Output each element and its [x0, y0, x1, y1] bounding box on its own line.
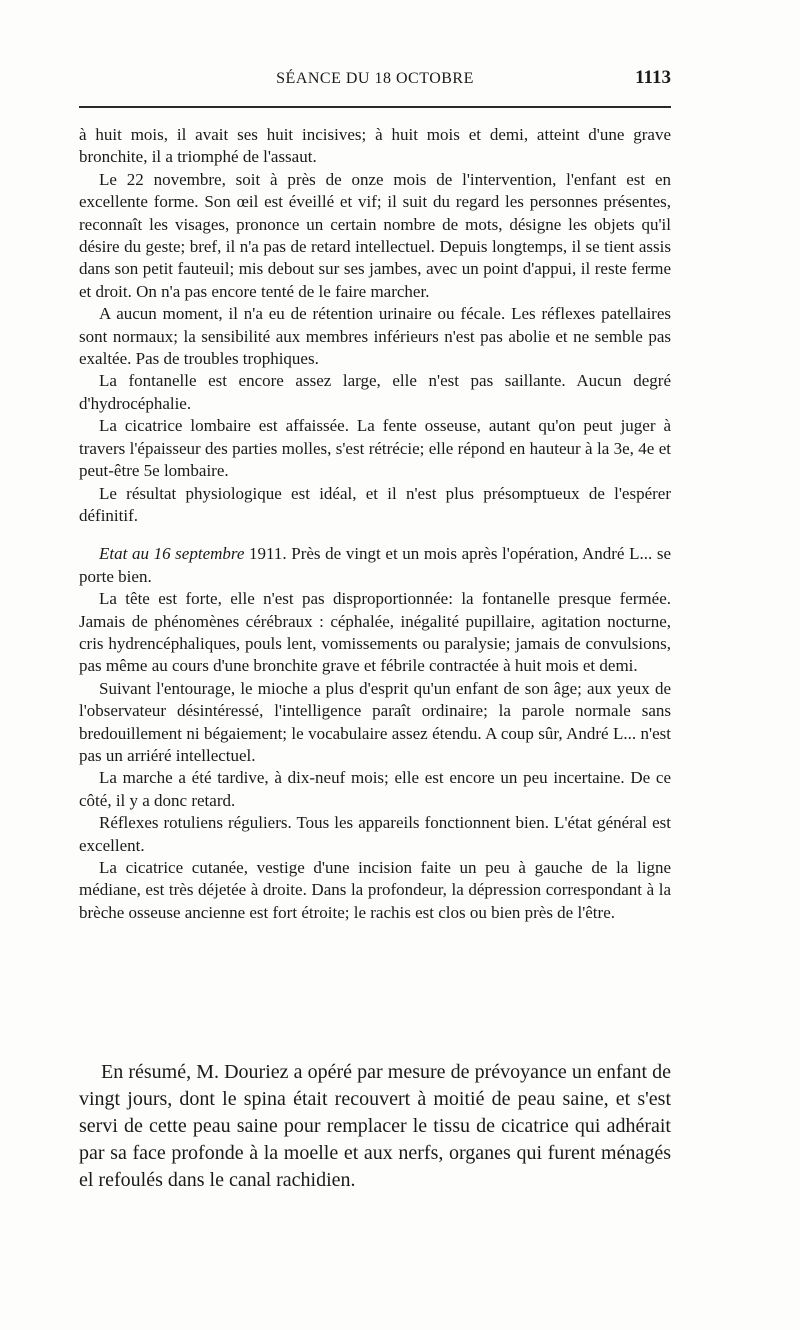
etat-rest: 1911. Près de vingt et un mois après l'opération, André L... se porte bien. [79, 544, 671, 586]
paragraph: Le 22 novembre, soit à près de onze mois de l'intervention, l'enfant est en excellente forme. Son œil est éveillé et vif; il suit du regard les personnes présentes, reconnaît les visages, prononce un certain nombre de mots, désigne les objets qu'il désire du geste; bref, il n'a pas de retard intellectuel. Depuis longtemps, il se tient assis dans son petit fauteuil; mis debout sur ses jambes, avec un point d'appui, il reste ferme et droit. On n'a pas encore tenté de le faire marcher. [79, 169, 671, 301]
paragraph: Réflexes rotuliens réguliers. Tous les appareils fonctionnent bien. L'état général est excellent. [79, 813, 671, 855]
paragraph: Le résultat physiologique est idéal, et il n'est plus présomptueux de l'espérer définitif. [79, 483, 671, 525]
running-head [79, 66, 671, 92]
paragraph: La marche a été tardive, à dix-neuf mois; elle est encore un peu incertaine. De ce côté, il y a donc retard. [79, 768, 671, 810]
summary-paragraph: En résumé, M. Douriez a opéré par mesure de prévoyance un enfant de vingt jours, dont le spina était recouvert à moitié de peau saine, et s'est servi de cette peau saine pour remplacer le tissu de cicatrice qui adhérait par sa face profonde à la moelle et aux nerfs, organes qui furent ménagés el refoulés dans le canal rachidien. [79, 1061, 671, 1191]
etat-lead: Etat au 16 septembre [99, 544, 245, 564]
paragraph: La cicatrice lombaire est affaissée. La fente osseuse, autant qu'on peut juger à travers l'épaisseur des parties molles, s'est rétrécie; elle répond en hauteur à la 3e, 4e et peut-être 5e lombaire. [79, 416, 671, 481]
summary-block [79, 1059, 671, 1194]
page-number: 1113 [635, 67, 671, 88]
paragraph: Suivant l'entourage, le mioche a plus d'esprit qu'un enfant de son âge; aux yeux de l'observateur désintéressé, l'intelligence paraît ordinaire; la parole normale sans bredouillement ni bégaiement; le vocabulaire assez étendu. A coup sûr, André L... n'est pas un arriéré intellectuel. [79, 678, 671, 765]
paragraph: La cicatrice cutanée, vestige d'une incision faite un peu à gauche de la ligne médiane, est très déjetée à droite. Dans la profondeur, la dépression correspondant à la brèche osseuse ancienne est fort étroite; le rachis est clos ou bien près de l'être. [79, 858, 671, 922]
paragraph: La tête est forte, elle n'est pas disproportionnée: la fontanelle presque fermée. Jamais de phénomènes cérébraux : céphalée, inégalité pupillaire, agitation nocturne, cris hydrencéphaliques, pouls lent, vomissements ou paralysie; jamais de convulsions, pas même au cours d'une bronchite grave et fébrile contractée à huit mois et demi. [79, 589, 671, 676]
paragraph: à huit mois, il avait ses huit incisives; à huit mois et demi, atteint d'une grave bronchite, il a triomphé de l'assaut. [79, 125, 671, 167]
paragraph: A aucun moment, il n'a eu de rétention urinaire ou fécale. Les réflexes patellaires sont normaux; la sensibilité aux membres inférieurs n'est pas abolie et ne semble pas exaltée. Pas de troubles trophiques. [79, 304, 671, 369]
header-rule [79, 106, 671, 108]
etat-paragraph [79, 543, 671, 588]
paragraph: La fontanelle est encore assez large, elle n'est pas saillante. Aucun degré d'hydrocéphalie. [79, 371, 671, 413]
body-text [79, 124, 671, 924]
running-title: SÉANCE DU 18 OCTOBRE [276, 70, 474, 87]
